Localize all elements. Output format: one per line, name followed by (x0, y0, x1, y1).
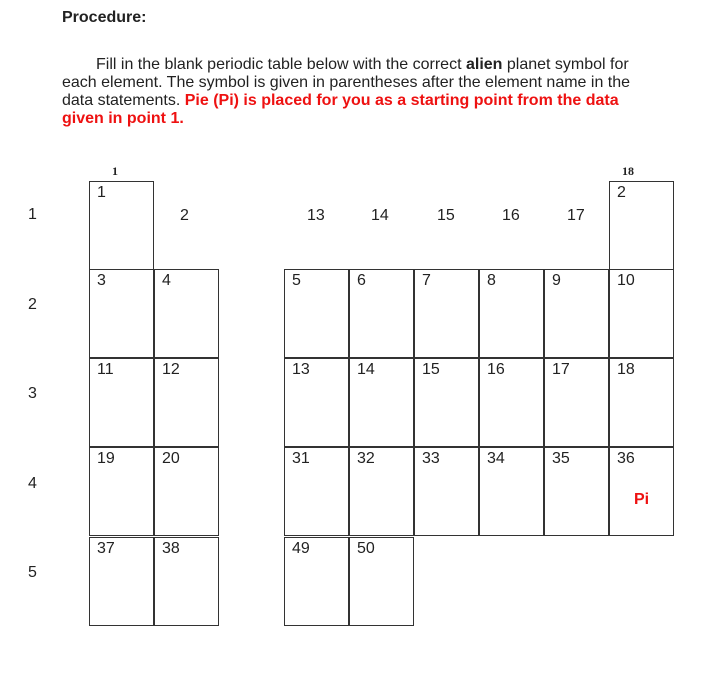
element-cell-33[interactable] (414, 447, 479, 536)
instructions-bold-word: alien (465, 56, 503, 73)
atomic-number: 50 (357, 540, 375, 557)
element-cell-32[interactable] (349, 447, 414, 536)
element-cell-19[interactable] (89, 447, 154, 536)
element-cell-6[interactable] (349, 269, 414, 358)
atomic-number: 6 (357, 272, 366, 289)
atomic-number: 35 (552, 450, 570, 467)
element-cell-7[interactable] (414, 269, 479, 358)
element-cell-9[interactable] (544, 269, 609, 358)
atomic-number: 32 (357, 450, 375, 467)
period-label-5: 5 (28, 564, 37, 581)
element-cell-3[interactable] (89, 269, 154, 358)
element-cell-37[interactable] (89, 537, 154, 626)
atomic-number: 33 (422, 450, 440, 467)
element-symbol: Pi (633, 491, 650, 508)
element-cell-12[interactable] (154, 358, 219, 447)
element-cell-31[interactable] (284, 447, 349, 536)
period-label-4: 4 (28, 475, 37, 492)
instructions-highlight: Pie (Pi) is placed for you as a starting point from the data given in point 1. (62, 92, 619, 127)
atomic-number: 38 (162, 540, 180, 557)
element-cell-10[interactable] (609, 269, 674, 358)
group-label-15: 15 (437, 207, 455, 224)
instructions-text-1: Fill in the blank periodic table below with the correct (96, 56, 466, 73)
element-cell-4[interactable] (154, 269, 219, 358)
atomic-number: 12 (162, 361, 180, 378)
atomic-number: 11 (97, 361, 114, 378)
element-cell-38[interactable] (154, 537, 219, 626)
atomic-number: 4 (162, 272, 171, 289)
element-cell-14[interactable] (349, 358, 414, 447)
group-label-13: 13 (307, 207, 325, 224)
element-cell-2[interactable] (609, 181, 674, 270)
element-cell-11[interactable] (89, 358, 154, 447)
group-label-2: 2 (180, 207, 189, 224)
atomic-number: 13 (292, 361, 310, 378)
atomic-number: 14 (357, 361, 375, 378)
element-cell-1[interactable] (89, 181, 154, 270)
group-label-1: 1 (112, 164, 118, 178)
atomic-number: 20 (162, 450, 180, 467)
group-label-14: 14 (371, 207, 389, 224)
atomic-number: 16 (487, 361, 505, 378)
atomic-number: 5 (292, 272, 301, 289)
atomic-number: 19 (97, 450, 115, 467)
atomic-number: 34 (487, 450, 505, 467)
group-label-16: 16 (502, 207, 520, 224)
element-cell-49[interactable] (284, 537, 349, 626)
element-cell-13[interactable] (284, 358, 349, 447)
group-label-18: 18 (622, 164, 634, 178)
atomic-number: 17 (552, 361, 570, 378)
element-cell-17[interactable] (544, 358, 609, 447)
atomic-number: 36 (617, 450, 635, 467)
atomic-number: 7 (422, 272, 431, 289)
atomic-number: 10 (617, 272, 635, 289)
instructions-paragraph (62, 56, 662, 128)
element-cell-20[interactable] (154, 447, 219, 536)
atomic-number: 37 (97, 540, 115, 557)
atomic-number: 31 (292, 450, 310, 467)
atomic-number: 9 (552, 272, 561, 289)
atomic-number: 49 (292, 540, 310, 557)
element-cell-36[interactable] (609, 447, 674, 536)
element-cell-5[interactable] (284, 269, 349, 358)
element-cell-16[interactable] (479, 358, 544, 447)
atomic-number: 15 (422, 361, 440, 378)
atomic-number: 2 (617, 184, 626, 201)
element-cell-34[interactable] (479, 447, 544, 536)
procedure-heading: Procedure: (62, 9, 147, 26)
period-label-1: 1 (28, 206, 37, 223)
element-cell-35[interactable] (544, 447, 609, 536)
atomic-number: 3 (97, 272, 106, 289)
instructions-text-2: planet symbol for each element. The symbol is given in parentheses after the element name in the data statements. (62, 56, 631, 109)
period-label-2: 2 (28, 296, 37, 313)
element-cell-8[interactable] (479, 269, 544, 358)
period-label-3: 3 (28, 385, 37, 402)
element-cell-18[interactable] (609, 358, 674, 447)
atomic-number: 18 (617, 361, 635, 378)
atomic-number: 1 (97, 184, 106, 201)
element-cell-15[interactable] (414, 358, 479, 447)
group-label-17: 17 (567, 207, 585, 224)
atomic-number: 8 (487, 272, 496, 289)
element-cell-50[interactable] (349, 537, 414, 626)
